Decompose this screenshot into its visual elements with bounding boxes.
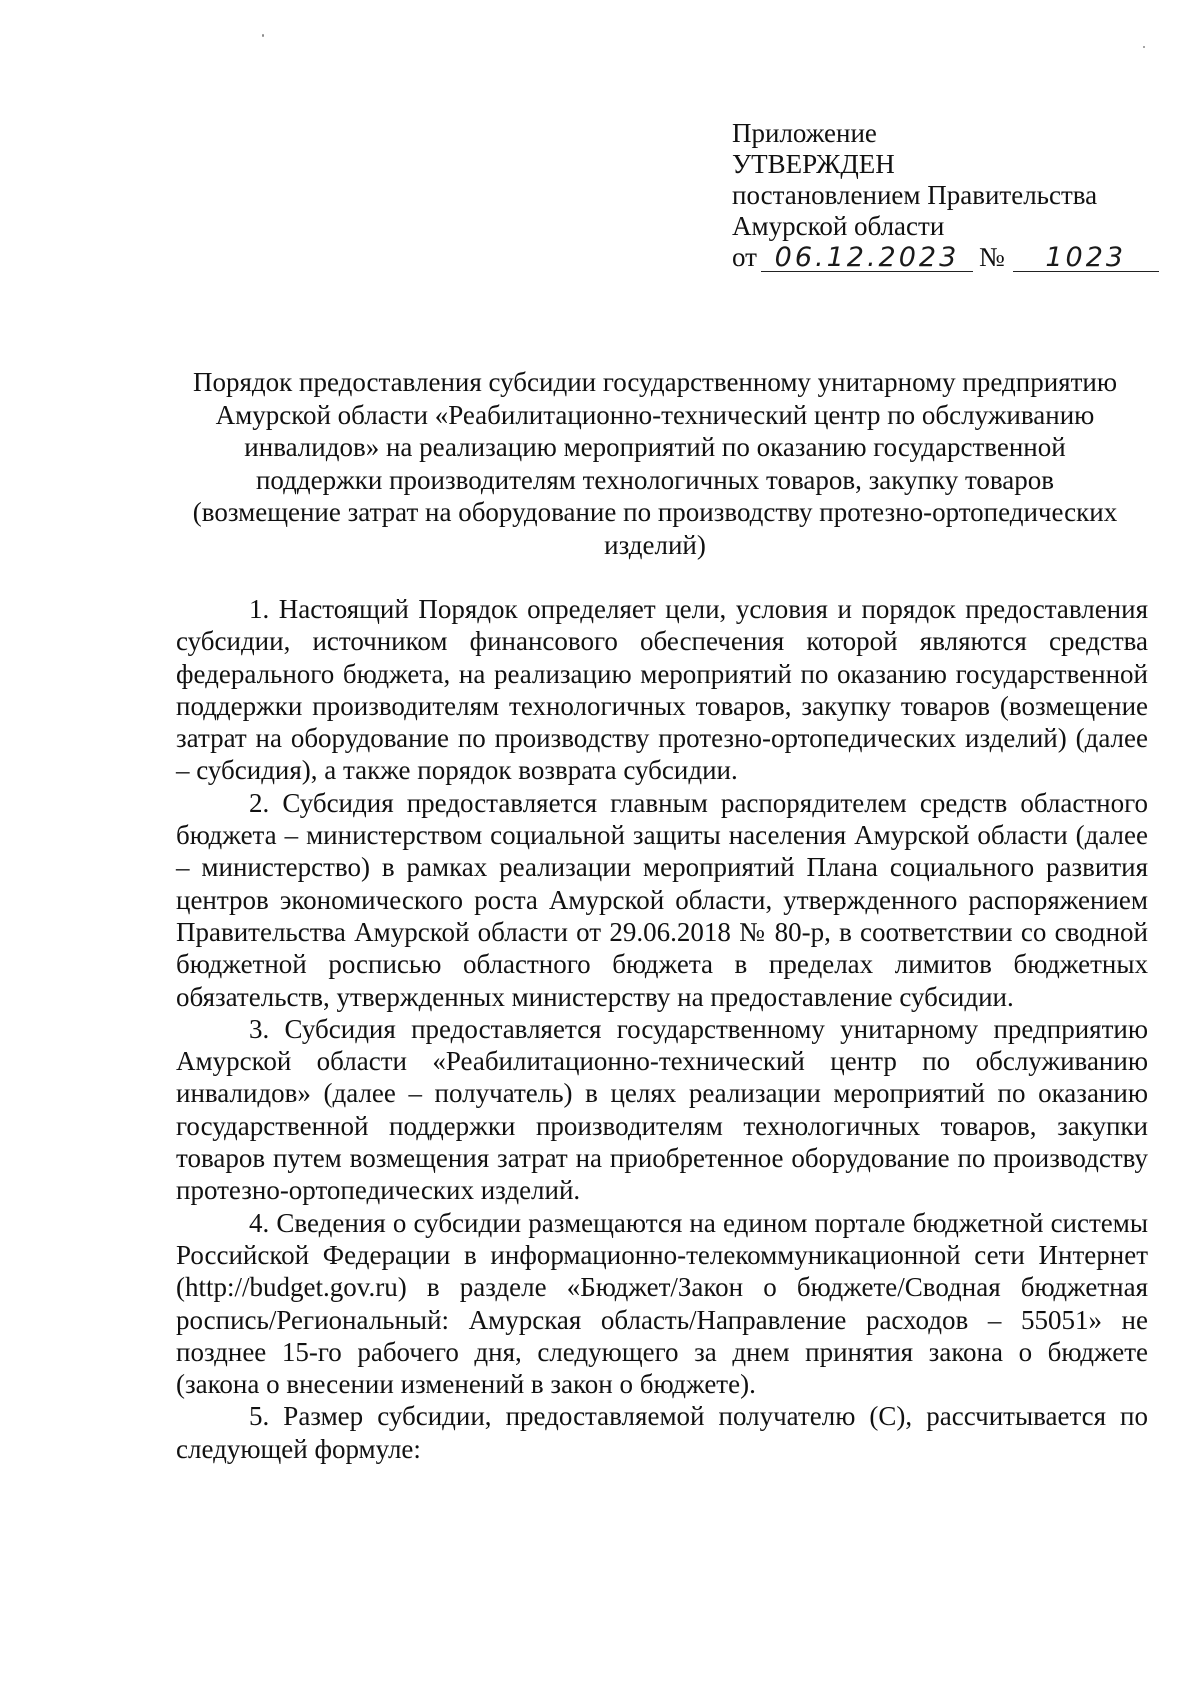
title-line: поддержки производителям технологичных товаров, закупку товаров	[255, 464, 1055, 495]
approval-date-number-line	[732, 242, 1152, 273]
scan-speck	[262, 34, 264, 37]
title-line: изделий)	[604, 529, 706, 560]
title-line: инвалидов» на реализацию мероприятий по оказанию государственной	[244, 432, 1066, 462]
document-title	[170, 366, 1140, 561]
approval-approved-label: УТВЕРЖДЕН	[732, 149, 895, 179]
paragraph-3: 3. Субсидия предоставляется государственному унитарному предприятию Амурской области «Реабилитационно-технический центр по обслуживанию инвалидов» (далее – получатель) в целях реализации мероприятий по оказанию государственной поддержки производителям технологичных товаров, закупки товаров путем возмещения затрат на приобретенное оборудование по производству протезно-ортопедических изделий.	[176, 1013, 1148, 1206]
date-prefix: от	[732, 242, 757, 272]
document-body	[176, 593, 1148, 1465]
scan-speck	[1143, 46, 1145, 48]
title-line: Амурской области «Реабилитационно-технический центр по обслуживанию	[215, 399, 1095, 430]
paragraph-5: 5. Размер субсидии, предоставляемой получателю (С), рассчитывается по следующей формуле:	[176, 1401, 1148, 1464]
number-sign: №	[978, 242, 1005, 272]
paragraph-1: 1. Настоящий Порядок определяет цели, условия и порядок предоставления субсидии, источником финансового обеспечения которой являются средства федерального бюджета, на реализацию мероприятий по оказанию государственной поддержки производителям технологичных товаров, закупку товаров (возмещение затрат на оборудование по производству протезно-ортопедических изделий) (далее – субсидия), а также порядок возврата субсидии.	[176, 594, 1148, 786]
paragraph-2: 2. Субсидия предоставляется главным распорядителем средств областного бюджета – министерством социальной защиты населения Амурской области (далее – министерство) в рамках реализации мероприятий Плана социального развития центров экономического роста Амурской области, утвержденного распоряжением Правительства Амурской области от 29.06.2018 № 80-р, в соответствии со сводной бюджетной росписью областного бюджета в пределах лимитов бюджетных обязательств, утвержденных министерству на предоставление субсидии.	[176, 787, 1148, 1012]
approval-block	[732, 118, 1152, 273]
approval-appendix-label: Приложение	[732, 118, 877, 148]
approval-resolution-label: постановлением Правительства	[732, 180, 1098, 210]
handwritten-number: 1023	[1013, 244, 1159, 272]
title-line: Порядок предоставления субсидии государственному унитарному предприятию	[193, 367, 1117, 397]
approval-region-label: Амурской области	[732, 211, 945, 241]
paragraph-4: 4. Сведения о субсидии размещаются на едином портале бюджетной системы Российской Федерации в информационно-телекоммуникационной сети Интернет (http://budget.gov.ru) в разделе «Бюджет/Закон о бюджете/Сводная бюджетная роспись/Региональный: Амурская область/Направление расходов – 55051» не позднее 15-го рабочего дня, следующего за днем принятия закона о бюджете (закона о внесении изменений в закон о бюджете).	[176, 1207, 1148, 1400]
title-line: (возмещение затрат на оборудование по производству протезно-ортопедических	[192, 497, 1118, 527]
handwritten-date: 06.12.2023	[761, 244, 973, 272]
